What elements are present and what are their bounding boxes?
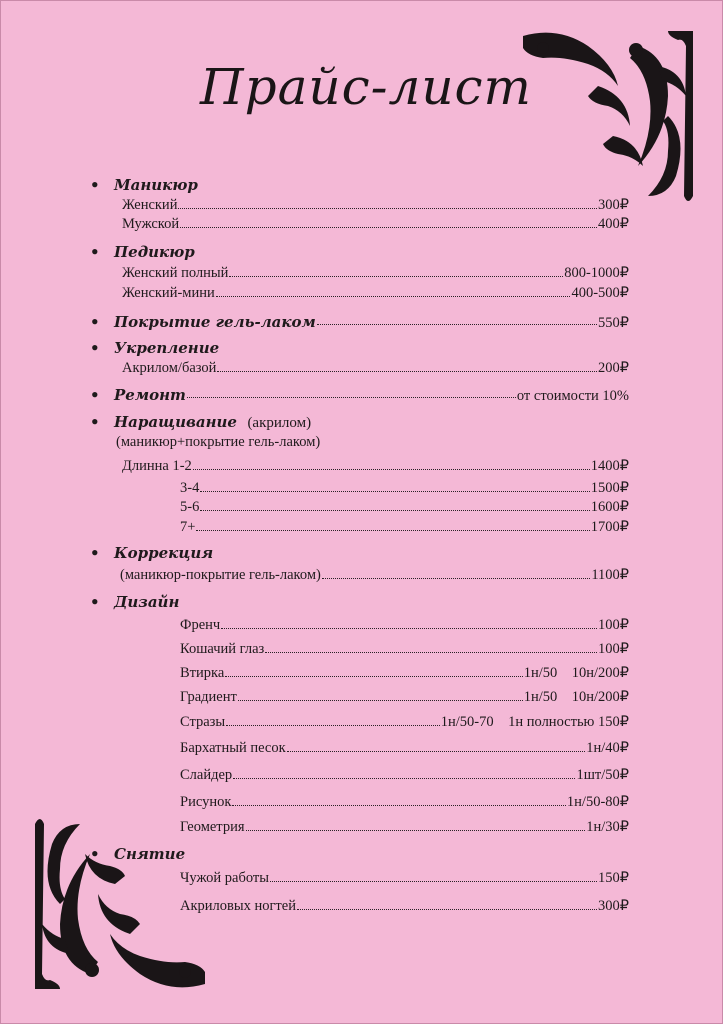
price-row: Стразы 1н/50-70 1н полностью 150₽: [180, 714, 629, 730]
price-row: Геометрия 1н/30₽: [180, 819, 629, 835]
price-row: Ремонт от стоимости 10%: [114, 386, 629, 404]
dot-leader: [246, 819, 586, 831]
bullet-icon: •: [90, 386, 100, 404]
dot-leader: [216, 285, 571, 297]
price-row: Слайдер 1шт/50₽: [180, 767, 629, 783]
extension-subnote: (маникюр+покрытие гель-лаком): [116, 434, 321, 450]
section-strengthening: • Укрепление: [90, 339, 220, 357]
section-design: • Дизайн: [90, 593, 180, 611]
dot-leader: [180, 216, 597, 228]
bullet-icon: •: [90, 593, 100, 611]
dot-leader: [229, 265, 563, 277]
dot-leader: [233, 767, 575, 779]
price-row: Мужской 400₽: [122, 216, 629, 232]
price-row: Женский полный 800-1000₽: [122, 265, 629, 281]
price-row: Покрытие гель-лаком 550₽: [114, 313, 629, 331]
price-row: Чужой работы 150₽: [180, 870, 629, 886]
dot-leader: [187, 386, 516, 398]
bullet-icon: •: [90, 339, 100, 357]
corner-ornament-top-right: [518, 26, 698, 216]
price-row: Втирка 1н/50 10н/200₽: [180, 665, 629, 681]
section-pedicure: • Педикюр: [90, 243, 195, 261]
price-row: Длинна 1-2 1400₽: [122, 458, 629, 474]
price-row: Женский 300₽: [122, 197, 629, 213]
dot-leader: [178, 197, 597, 209]
dot-leader: [200, 499, 589, 511]
dot-leader: [196, 519, 589, 531]
dot-leader: [225, 665, 522, 677]
price-row: 5-6 1600₽: [180, 499, 629, 515]
dot-leader: [200, 480, 589, 492]
dot-leader: [265, 641, 597, 653]
dot-leader: [193, 458, 590, 470]
dot-leader: [317, 313, 597, 325]
section-correction: • Коррекция: [90, 544, 214, 562]
dot-leader: [217, 360, 597, 372]
bullet-icon: •: [90, 544, 100, 562]
bullet-icon: •: [90, 176, 100, 194]
section-gel-polish: [90, 313, 114, 331]
dot-leader: [287, 740, 586, 752]
page-title: Прайс-лист: [200, 58, 532, 116]
price-row: Френч 100₽: [180, 617, 629, 633]
section-manicure: • Маникюр: [90, 176, 198, 194]
price-row: Бархатный песок 1н/40₽: [180, 740, 629, 756]
price-row: 3-4 1500₽: [180, 480, 629, 496]
dot-leader: [322, 567, 590, 579]
bullet-icon: •: [90, 313, 100, 331]
price-row: (маникюр-покрытие гель-лаком) 1100₽: [120, 567, 629, 583]
price-row: Женский-мини 400-500₽: [122, 285, 629, 301]
price-row: Акриловых ногтей 300₽: [180, 898, 629, 914]
price-row: 7+ 1700₽: [180, 519, 629, 535]
dot-leader: [226, 714, 440, 726]
dot-leader: [238, 689, 523, 701]
dot-leader: [232, 794, 566, 806]
section-removal: • Снятие: [90, 845, 186, 863]
price-row: Градиент 1н/50 10н/200₽: [180, 689, 629, 705]
section-repair: [90, 386, 114, 404]
price-row: Рисунок 1н/50-80₽: [180, 794, 629, 810]
section-extension: • Наращивание (акрилом): [90, 413, 312, 431]
dot-leader: [297, 898, 597, 910]
price-row: Кошачий глаз 100₽: [180, 641, 629, 657]
dot-leader: [270, 870, 597, 882]
bullet-icon: •: [90, 243, 100, 261]
price-row: Акрилом/базой 200₽: [122, 360, 629, 376]
bullet-icon: •: [90, 845, 100, 863]
bullet-icon: •: [90, 413, 100, 431]
dot-leader: [221, 617, 597, 629]
